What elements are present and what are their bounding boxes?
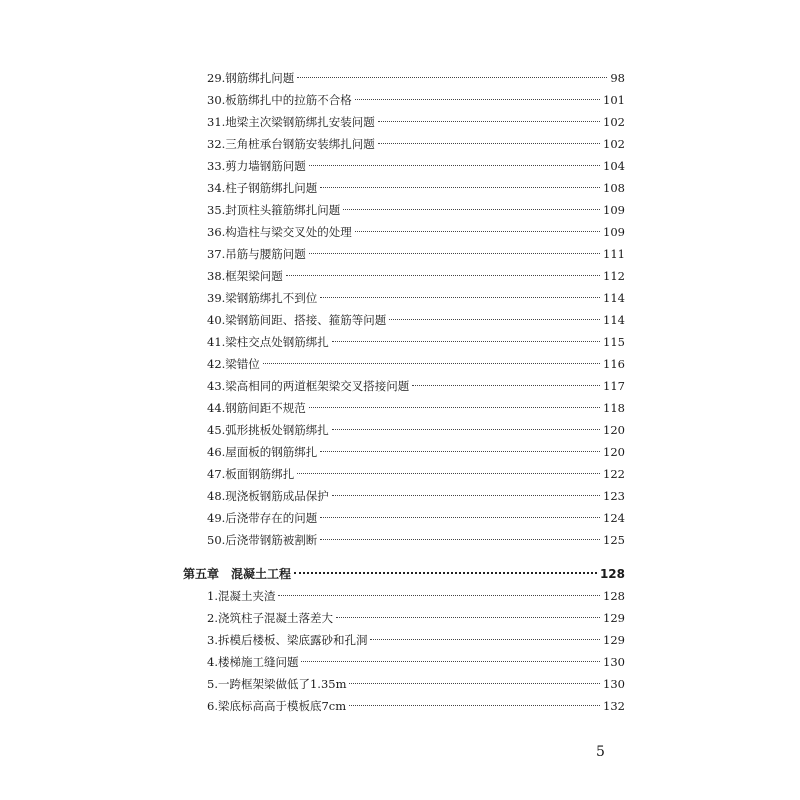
dot-leader [301, 661, 600, 662]
toc-entry-page: 130 [603, 655, 625, 669]
toc-entry-label: 47.板面钢筋绑扎 [207, 467, 295, 481]
toc-entry-page: 111 [603, 247, 625, 261]
toc-entry-label: 32.三角桩承台钢筋安装绑扎问题 [207, 137, 375, 151]
toc-entry-label: 43.梁高相同的两道框架梁交叉搭接问题 [207, 379, 410, 393]
dot-leader [309, 407, 600, 408]
toc-entry-page: 108 [603, 181, 625, 195]
toc-entry [207, 586, 625, 606]
toc-entry [207, 486, 625, 506]
toc-entry-label: 1.混凝土夹渣 [207, 589, 276, 603]
toc-entry [207, 674, 625, 694]
toc-entry-label: 6.梁底标高高于模板底7cm [207, 699, 347, 713]
toc-entry [207, 200, 625, 220]
toc-entry-label: 31.地梁主次梁钢筋绑扎安装问题 [207, 115, 375, 129]
toc-entry-label: 50.后浇带钢筋被割断 [207, 533, 318, 547]
toc-entry [207, 442, 625, 462]
toc-entry-page: 109 [603, 225, 625, 239]
dot-leader [309, 253, 600, 254]
toc-entry [207, 156, 625, 176]
toc-entry [207, 222, 625, 242]
toc-entry [207, 68, 625, 88]
toc-entry-page: 129 [603, 611, 625, 625]
toc-entry-page: 101 [603, 93, 625, 107]
toc-entry [207, 398, 625, 418]
dot-leader [320, 297, 600, 298]
dot-leader [370, 639, 600, 640]
toc-entry-page: 102 [603, 115, 625, 129]
toc-entry-page: 115 [603, 335, 625, 349]
toc-entry-label: 37.吊筋与腰筋问题 [207, 247, 306, 261]
dot-leader [297, 473, 600, 474]
toc-entry-label: 42.梁错位 [207, 357, 260, 371]
dot-leader [332, 495, 600, 496]
toc-entry-label: 49.后浇带存在的问题 [207, 511, 318, 525]
dot-leader [320, 451, 600, 452]
dot-leader [286, 275, 600, 276]
toc-entry-label: 35.封顶柱头箍筋绑扎问题 [207, 203, 341, 217]
toc-entry [207, 652, 625, 672]
toc-entry [207, 266, 625, 286]
toc-entry-label: 44.钢筋间距不规范 [207, 401, 306, 415]
toc-entry-page: 109 [603, 203, 625, 217]
toc-entry-label: 36.构造柱与梁交叉处的处理 [207, 225, 352, 239]
toc-entry [207, 354, 625, 374]
toc-entry-label: 5.一跨框架梁做低了1.35m [207, 677, 347, 691]
toc-entry [207, 420, 625, 440]
toc-entry [207, 464, 625, 484]
dot-leader [389, 319, 600, 320]
toc-entry-page: 114 [603, 313, 625, 327]
dot-leader [332, 429, 600, 430]
toc-entry [207, 90, 625, 110]
toc-entry [207, 134, 625, 154]
toc-entry-label: 48.现浇板钢筋成品保护 [207, 489, 329, 503]
toc-entry [207, 608, 625, 628]
dot-leader [412, 385, 600, 386]
toc-entry [207, 530, 625, 550]
toc-entry-page: 122 [603, 467, 625, 481]
toc-entry-label: 40.梁钢筋间距、搭接、箍筋等问题 [207, 313, 387, 327]
toc-entry-label: 45.弧形挑板处钢筋绑扎 [207, 423, 329, 437]
dot-leader [320, 187, 600, 188]
toc-entry [207, 310, 625, 330]
toc-entry-label: 41.梁柱交点处钢筋绑扎 [207, 335, 329, 349]
toc-entry-label: 3.拆模后楼板、梁底露砂和孔洞 [207, 633, 368, 647]
toc-entry-label: 2.浇筑柱子混凝土落差大 [207, 611, 333, 625]
dot-leader [349, 683, 600, 684]
dot-leader [343, 209, 600, 210]
dot-leader [309, 165, 600, 166]
dot-leader [278, 595, 600, 596]
toc-entry-label: 29.钢筋绑扎问题 [207, 71, 295, 85]
toc-entry [207, 288, 625, 308]
toc-entry-page: 114 [603, 291, 625, 305]
chapter-number: 第五章 [183, 567, 220, 581]
toc-entry-page: 124 [603, 511, 625, 525]
toc-entry [207, 178, 625, 198]
toc-entry-page: 117 [603, 379, 625, 393]
toc-entry [207, 244, 625, 264]
chapter-page: 128 [599, 567, 625, 581]
toc-entry [207, 376, 625, 396]
chapter-heading [183, 564, 625, 584]
dot-leader [336, 617, 600, 618]
toc-entry-label: 4.楼梯施工缝问题 [207, 655, 299, 669]
dot-leader [294, 572, 597, 574]
toc-entry-page: 118 [603, 401, 625, 415]
dot-leader [355, 231, 600, 232]
dot-leader [378, 143, 600, 144]
toc-entry-label: 46.屋面板的钢筋绑扎 [207, 445, 318, 459]
toc-entry-label: 38.框架梁问题 [207, 269, 283, 283]
toc-entry [207, 332, 625, 352]
dot-leader [320, 539, 600, 540]
toc-entry-page: 102 [603, 137, 625, 151]
dot-leader [378, 121, 600, 122]
toc-entry [207, 508, 625, 528]
toc-entry-label: 33.剪力墙钢筋问题 [207, 159, 306, 173]
toc-entry-page: 129 [603, 633, 625, 647]
toc-entry-page: 120 [603, 423, 625, 437]
toc-entry-page: 132 [603, 699, 625, 713]
toc-entry-page: 98 [610, 71, 625, 85]
toc-entry-page: 104 [603, 159, 625, 173]
toc-entry-label: 34.柱子钢筋绑扎问题 [207, 181, 318, 195]
toc-entry-page: 125 [603, 533, 625, 547]
toc-entry-label: 39.梁钢筋绑扎不到位 [207, 291, 318, 305]
dot-leader [320, 517, 600, 518]
dot-leader [263, 363, 600, 364]
toc-entry [207, 696, 625, 716]
toc-entry-page: 116 [603, 357, 625, 371]
toc-entry-page: 123 [603, 489, 625, 503]
dot-leader [297, 77, 607, 78]
toc-entry-page: 130 [603, 677, 625, 691]
dot-leader [332, 341, 600, 342]
dot-leader [349, 705, 600, 706]
toc-entry [207, 112, 625, 132]
dot-leader [355, 99, 600, 100]
toc-entry-page: 128 [603, 589, 625, 603]
toc-entry-page: 112 [603, 269, 625, 283]
page-number: 5 [596, 744, 605, 760]
chapter-title: 混凝土工程 [231, 567, 292, 581]
toc-entry-page: 120 [603, 445, 625, 459]
toc-entry [207, 630, 625, 650]
toc-entry-label: 30.板筋绑扎中的拉筋不合格 [207, 93, 352, 107]
